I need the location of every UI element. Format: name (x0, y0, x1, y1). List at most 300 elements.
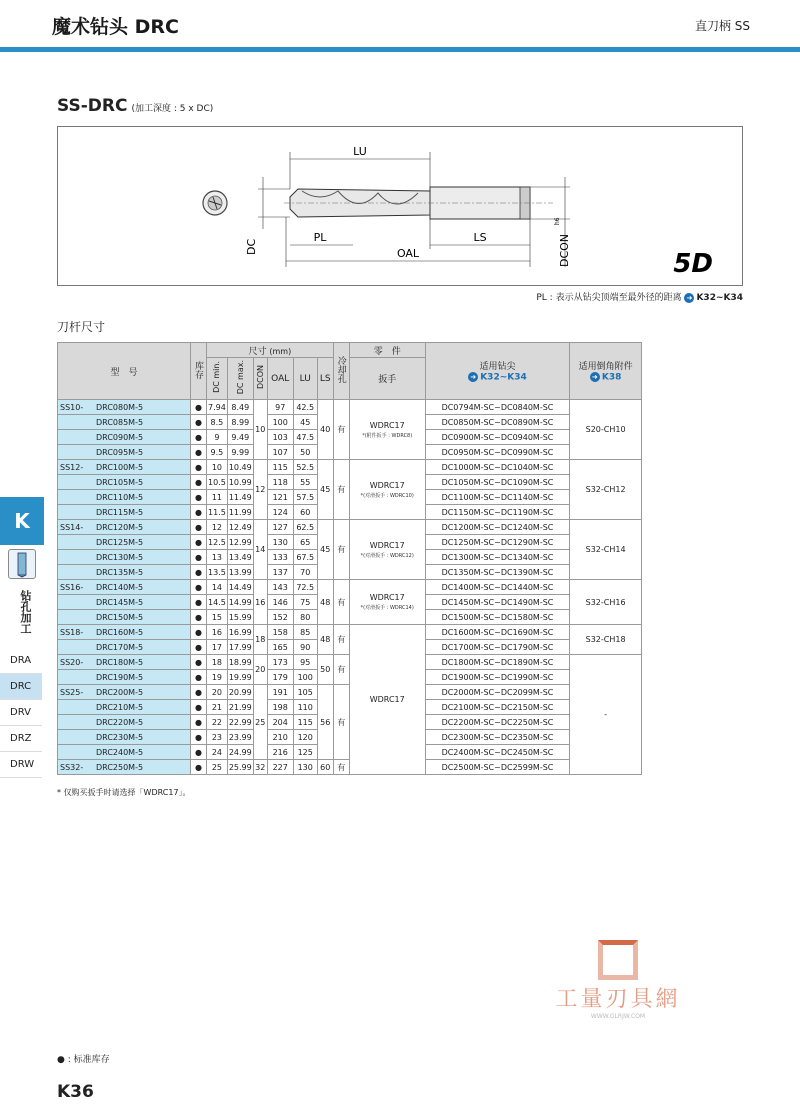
model-code: DRC220M-5 (96, 717, 144, 727)
dcon-cell: 18 (253, 625, 267, 655)
wrench-cell (349, 520, 425, 580)
table-row (58, 520, 642, 535)
dcmax-cell: 11.49 (227, 490, 253, 505)
stock-cell: ● (191, 730, 207, 745)
col-ls: LS (317, 358, 333, 400)
dcmax-cell: 13.49 (227, 550, 253, 565)
stock-cell: ● (191, 430, 207, 445)
dc-label: DC (245, 238, 258, 255)
chamfer-cell: S32-CH18 (570, 625, 642, 655)
dcmin-cell: 23 (207, 730, 228, 745)
model-cell (58, 610, 191, 625)
side-nav-item-dra[interactable]: DRA (0, 648, 42, 674)
dcmin-cell: 10 (207, 460, 228, 475)
col-stock: 库存 (191, 343, 207, 400)
col-lu: LU (293, 358, 317, 400)
stock-legend: ● : 标准库存 (57, 1055, 110, 1065)
model-code: DRC250M-5 (96, 762, 144, 772)
wrench-name: WDRC17 (369, 593, 405, 602)
model-cell (58, 460, 191, 475)
lu-cell: 50 (293, 445, 317, 460)
dcmax-cell: 8.49 (227, 400, 253, 415)
oal-cell: 179 (267, 670, 293, 685)
lu-cell: 115 (293, 715, 317, 730)
end-view-icon (203, 191, 227, 215)
tip-cell: DC1050M-SC~DC1090M-SC (425, 475, 570, 490)
oal-cell: 198 (267, 700, 293, 715)
dcmin-cell: 20 (207, 685, 228, 700)
coolant-cell: 有 (333, 655, 349, 685)
col-wrench: 扳手 (349, 358, 425, 400)
dcmax-cell: 14.99 (227, 595, 253, 610)
stock-cell: ● (191, 550, 207, 565)
oal-cell: 133 (267, 550, 293, 565)
model-prefix: SS12- (60, 462, 84, 472)
stock-cell: ● (191, 685, 207, 700)
side-nav-item-drz[interactable]: DRZ (0, 726, 42, 752)
dcmin-cell: 9 (207, 430, 228, 445)
oal-cell: 121 (267, 490, 293, 505)
header-rule (0, 47, 800, 52)
drill-diagram (58, 127, 744, 287)
tip-cell: DC1100M-SC~DC1140M-SC (425, 490, 570, 505)
dcmin-cell: 14 (207, 580, 228, 595)
model-cell (58, 445, 191, 460)
lu-cell: 62.5 (293, 520, 317, 535)
ls-label: LS (473, 231, 487, 244)
model-cell (58, 535, 191, 550)
page-header (0, 0, 800, 50)
coolant-cell: 有 (333, 580, 349, 625)
tip-cell: DC1000M-SC~DC1040M-SC (425, 460, 570, 475)
tip-cell: DC1900M-SC~DC1990M-SC (425, 670, 570, 685)
model-cell (58, 715, 191, 730)
model-code: DRC180M-5 (96, 657, 144, 667)
model-prefix: SS25- (60, 687, 84, 697)
dcmax-cell: 14.49 (227, 580, 253, 595)
col-model: 型 号 (58, 343, 191, 400)
lu-cell: 52.5 (293, 460, 317, 475)
dcmax-cell: 25.99 (227, 760, 253, 775)
ls-cell: 50 (317, 655, 333, 685)
model-code: DRC150M-5 (96, 612, 144, 622)
lu-cell: 105 (293, 685, 317, 700)
drill-icon (8, 549, 36, 579)
lu-cell: 57.5 (293, 490, 317, 505)
arrow-right-icon: ➜ (590, 372, 600, 382)
model-code: DRC145M-5 (96, 597, 144, 607)
wrench-name: WDRC17 (369, 480, 405, 490)
model-prefix: SS14- (60, 522, 84, 532)
model-cell (58, 520, 191, 535)
model-code: DRC240M-5 (96, 747, 144, 757)
tip-cell: DC1150M-SC~DC1190M-SC (425, 505, 570, 520)
model-cell (58, 625, 191, 640)
wrench-cell (349, 400, 425, 460)
dcmax-cell: 16.99 (227, 625, 253, 640)
pl-note (536, 290, 743, 303)
tip-cell: DC0794M-SC~DC0840M-SC (425, 400, 570, 415)
dcmax-cell: 10.49 (227, 460, 253, 475)
model-code: DRC110M-5 (96, 492, 144, 502)
col-oal: OAL (267, 358, 293, 400)
model-cell (58, 550, 191, 565)
model-cell (58, 580, 191, 595)
stock-cell: ● (191, 565, 207, 580)
chamfer-cell: S20-CH10 (570, 400, 642, 460)
stock-cell: ● (191, 415, 207, 430)
tip-cell: DC1200M-SC~DC1240M-SC (425, 520, 570, 535)
stock-cell: ● (191, 475, 207, 490)
tip-cell: DC1500M-SC~DC1580M-SC (425, 610, 570, 625)
dcmax-cell: 9.99 (227, 445, 253, 460)
watermark-logo-icon (598, 940, 638, 980)
dcmin-cell: 17 (207, 640, 228, 655)
oal-cell: 100 (267, 415, 293, 430)
oal-cell: 191 (267, 685, 293, 700)
dcmax-cell: 13.99 (227, 565, 253, 580)
oal-cell: 152 (267, 610, 293, 625)
stock-cell: ● (191, 700, 207, 715)
lu-label: LU (353, 145, 367, 158)
coolant-cell: 有 (333, 625, 349, 655)
ls-cell: 56 (317, 685, 333, 760)
stock-cell: ● (191, 400, 207, 415)
coolant-cell: 有 (333, 520, 349, 580)
tip-cell: DC1300M-SC~DC1340M-SC (425, 550, 570, 565)
model-code: DRC200M-5 (96, 687, 144, 697)
model-prefix: SS32- (60, 762, 84, 772)
model-code: DRC210M-5 (96, 702, 144, 712)
stock-cell: ● (191, 505, 207, 520)
footnote: * 仅购买扳手时请选择「WDRC17」。 (57, 788, 191, 797)
stock-cell: ● (191, 655, 207, 670)
tip-cell: DC0850M-SC~DC0890M-SC (425, 415, 570, 430)
model-code: DRC135M-5 (96, 567, 144, 577)
dcon-cell: 32 (253, 760, 267, 775)
lu-cell: 110 (293, 700, 317, 715)
stock-cell: ● (191, 625, 207, 640)
stock-cell: ● (191, 520, 207, 535)
stock-cell: ● (191, 760, 207, 775)
dcmin-cell: 8.5 (207, 415, 228, 430)
model-code: DRC105M-5 (96, 477, 144, 487)
tip-cell: DC2400M-SC~DC2450M-SC (425, 745, 570, 760)
lu-cell: 72.5 (293, 580, 317, 595)
lu-cell: 55 (293, 475, 317, 490)
tip-cell: DC0900M-SC~DC0940M-SC (425, 430, 570, 445)
ls-cell: 40 (317, 400, 333, 460)
lu-cell: 90 (293, 640, 317, 655)
ls-cell: 60 (317, 760, 333, 775)
lu-cell: 42.5 (293, 400, 317, 415)
wrench-note: *(对滑扳手 : WDRC10) (360, 492, 414, 499)
lu-cell: 47.5 (293, 430, 317, 445)
tip-cell: DC1250M-SC~DC1290M-SC (425, 535, 570, 550)
model-cell (58, 430, 191, 445)
coolant-cell: 有 (333, 760, 349, 775)
oal-cell: 137 (267, 565, 293, 580)
tip-cell: DC2300M-SC~DC2350M-SC (425, 730, 570, 745)
oal-cell: 173 (267, 655, 293, 670)
lu-cell: 65 (293, 535, 317, 550)
table-row (58, 400, 642, 415)
dcon-label: DCON (558, 233, 571, 267)
watermark-text: 工量刃具網 (555, 987, 681, 1012)
dcmax-cell: 12.49 (227, 520, 253, 535)
model-code: DRC115M-5 (96, 507, 144, 517)
model-cell (58, 670, 191, 685)
oal-cell: 130 (267, 535, 293, 550)
model-cell (58, 700, 191, 715)
model-code: DRC125M-5 (96, 537, 144, 547)
pl-label: PL (313, 231, 327, 244)
oal-cell: 124 (267, 505, 293, 520)
wrench-note: *(对滑扳手 : WDRC12) (360, 552, 414, 559)
model-code: DRC130M-5 (96, 552, 144, 562)
dcmax-cell: 15.99 (227, 610, 253, 625)
tip-cell: DC2100M-SC~DC2150M-SC (425, 700, 570, 715)
lu-cell: 70 (293, 565, 317, 580)
stock-cell: ● (191, 715, 207, 730)
pl-note-text: PL : 表示从钻尖顶端至最外径的距离 (536, 293, 682, 303)
dcmin-cell: 18 (207, 655, 228, 670)
chamfer-cell: S32-CH14 (570, 520, 642, 580)
side-nav-item-drc[interactable]: DRC (0, 674, 42, 700)
model-cell (58, 400, 191, 415)
page-title: 魔术钻头 DRC (52, 16, 179, 38)
dcmax-cell: 23.99 (227, 730, 253, 745)
chamfer-cell: - (570, 655, 642, 775)
stock-cell: ● (191, 745, 207, 760)
dcmax-cell: 24.99 (227, 745, 253, 760)
spec-table (57, 342, 642, 775)
oal-cell: 210 (267, 730, 293, 745)
lu-cell: 75 (293, 595, 317, 610)
dcmin-cell: 25 (207, 760, 228, 775)
drill-body-icon (284, 187, 553, 219)
section-title (57, 96, 213, 116)
wrench-name: WDRC17 (369, 420, 405, 430)
dcmin-cell: 16 (207, 625, 228, 640)
wrench-name: WDRC17 (369, 540, 405, 550)
coolant-cell: 有 (333, 685, 349, 760)
oal-cell: 227 (267, 760, 293, 775)
stock-cell: ● (191, 595, 207, 610)
stock-cell: ● (191, 610, 207, 625)
ls-cell: 48 (317, 580, 333, 625)
dcmin-cell: 12.5 (207, 535, 228, 550)
side-nav (0, 648, 42, 778)
side-category-label: 钻孔加工 (19, 590, 32, 634)
model-prefix: SS10- (60, 402, 84, 412)
wrench-note: *(对滑扳手 : WDRC14) (360, 605, 414, 611)
model-code: DRC085M-5 (96, 417, 144, 427)
dcmin-cell: 10.5 (207, 475, 228, 490)
stock-cell: ● (191, 460, 207, 475)
dcmin-cell: 24 (207, 745, 228, 760)
model-cell (58, 565, 191, 580)
lu-cell: 130 (293, 760, 317, 775)
section-subtitle: (加工深度 : 5 x DC) (131, 104, 214, 114)
section-name: SS-DRC (57, 96, 128, 116)
model-cell (58, 490, 191, 505)
model-cell (58, 745, 191, 760)
dcmax-cell: 18.99 (227, 655, 253, 670)
oal-cell: 146 (267, 595, 293, 610)
dcmax-cell: 12.99 (227, 535, 253, 550)
lu-cell: 45 (293, 415, 317, 430)
ls-cell: 45 (317, 520, 333, 580)
arrow-right-icon: ➜ (468, 372, 478, 382)
tip-cell: DC1600M-SC~DC1690M-SC (425, 625, 570, 640)
arrow-right-icon: ➜ (684, 293, 694, 303)
model-cell (58, 415, 191, 430)
dcon-cell: 25 (253, 685, 267, 760)
dcmin-cell: 13 (207, 550, 228, 565)
oal-cell: 103 (267, 430, 293, 445)
category-label: 直刀柄 SS (694, 19, 750, 33)
model-cell (58, 730, 191, 745)
dcon-cell: 10 (253, 400, 267, 460)
oal-cell: 216 (267, 745, 293, 760)
model-code: DRC095M-5 (96, 447, 144, 457)
section-tab-k[interactable]: K (0, 497, 44, 545)
dcmin-cell: 9.5 (207, 445, 228, 460)
depth-badge: 5D (673, 249, 713, 279)
dcmax-cell: 9.49 (227, 430, 253, 445)
wrench-cell (349, 625, 425, 775)
dcmax-cell: 11.99 (227, 505, 253, 520)
page-number: K36 (57, 1082, 94, 1102)
col-coolant: 冷却孔 (333, 343, 349, 400)
col-chamfer: 适用倒角附件 ➜ K38 (570, 343, 642, 400)
wrench-name: WDRC17 (369, 695, 405, 704)
lu-cell: 125 (293, 745, 317, 760)
model-prefix: SS18- (60, 627, 84, 637)
dcmin-cell: 19 (207, 670, 228, 685)
model-code: DRC160M-5 (96, 627, 144, 637)
dcmin-cell: 13.5 (207, 565, 228, 580)
model-prefix: SS16- (60, 582, 84, 592)
dcon-cell: 20 (253, 655, 267, 685)
pl-note-ref[interactable]: K32~K34 (696, 293, 743, 303)
dcmin-cell: 12 (207, 520, 228, 535)
oal-label: OAL (396, 247, 420, 260)
oal-cell: 158 (267, 625, 293, 640)
dcmax-cell: 22.99 (227, 715, 253, 730)
col-parts: 零 件 (349, 343, 425, 358)
dcmin-cell: 11.5 (207, 505, 228, 520)
table-row (58, 580, 642, 595)
ls-cell: 45 (317, 460, 333, 520)
dcon-cell: 16 (253, 580, 267, 625)
wrench-cell (349, 460, 425, 520)
col-dcmin: DC min. (207, 358, 228, 400)
model-cell (58, 505, 191, 520)
wrench-note: *(附件扳手 : WDRC8) (362, 432, 413, 439)
dcmin-cell: 21 (207, 700, 228, 715)
coolant-cell: 有 (333, 460, 349, 520)
chamfer-cell: S32-CH12 (570, 460, 642, 520)
side-nav-item-drw[interactable]: DRW (0, 752, 42, 778)
dcon-cell: 14 (253, 520, 267, 580)
oal-cell: 97 (267, 400, 293, 415)
tip-cell: DC1450M-SC~DC1490M-SC (425, 595, 570, 610)
lu-cell: 85 (293, 625, 317, 640)
side-nav-item-drv[interactable]: DRV (0, 700, 42, 726)
dcmin-cell: 7.94 (207, 400, 228, 415)
model-code: DRC120M-5 (96, 522, 144, 532)
stock-cell: ● (191, 490, 207, 505)
lu-cell: 67.5 (293, 550, 317, 565)
model-cell (58, 640, 191, 655)
model-code: DRC190M-5 (96, 672, 144, 682)
model-cell (58, 760, 191, 775)
oal-cell: 107 (267, 445, 293, 460)
tip-cell: DC1700M-SC~DC1790M-SC (425, 640, 570, 655)
watermark-url: WWW.GLRJW.COM (590, 1013, 646, 1020)
oal-cell: 127 (267, 520, 293, 535)
table-row (58, 625, 642, 640)
stock-cell: ● (191, 445, 207, 460)
col-dcmax: DC max. (227, 358, 253, 400)
model-cell (58, 595, 191, 610)
lu-cell: 80 (293, 610, 317, 625)
col-dcon: DCON (253, 358, 267, 400)
model-code: DRC230M-5 (96, 732, 144, 742)
chamfer-cell: S32-CH16 (570, 580, 642, 625)
dcmin-cell: 22 (207, 715, 228, 730)
coolant-cell: 有 (333, 400, 349, 460)
tip-cell: DC1350M-SC~DC1390M-SC (425, 565, 570, 580)
model-code: DRC140M-5 (96, 582, 144, 592)
oal-cell: 204 (267, 715, 293, 730)
ls-cell: 48 (317, 625, 333, 655)
col-tip: 适用钻尖 ➜ K32~K34 (425, 343, 570, 400)
model-code: DRC170M-5 (96, 642, 144, 652)
oal-cell: 118 (267, 475, 293, 490)
dcmax-cell: 21.99 (227, 700, 253, 715)
lu-cell: 60 (293, 505, 317, 520)
dcmax-cell: 20.99 (227, 685, 253, 700)
oal-cell: 165 (267, 640, 293, 655)
lu-cell: 95 (293, 655, 317, 670)
lu-cell: 100 (293, 670, 317, 685)
dcmax-cell: 19.99 (227, 670, 253, 685)
lu-cell: 120 (293, 730, 317, 745)
dcmax-cell: 8.99 (227, 415, 253, 430)
wrench-cell (349, 580, 425, 625)
dcmax-cell: 17.99 (227, 640, 253, 655)
dcmin-cell: 11 (207, 490, 228, 505)
col-size: 尺寸 (mm) (207, 343, 334, 358)
tip-cell: DC0950M-SC~DC0990M-SC (425, 445, 570, 460)
model-prefix: SS20- (60, 657, 84, 667)
model-code: DRC100M-5 (96, 462, 144, 472)
stock-cell: ● (191, 535, 207, 550)
shank-dimensions-title: 刀杆尺寸 (57, 320, 106, 334)
tip-cell: DC2500M-SC~DC2599M-SC (425, 760, 570, 775)
tip-cell: DC1800M-SC~DC1890M-SC (425, 655, 570, 670)
tool-drawing (57, 126, 743, 286)
model-cell (58, 685, 191, 700)
model-cell (58, 655, 191, 670)
dcmax-cell: 10.99 (227, 475, 253, 490)
table-row (58, 460, 642, 475)
oal-cell: 143 (267, 580, 293, 595)
tip-cell: DC1400M-SC~DC1440M-SC (425, 580, 570, 595)
